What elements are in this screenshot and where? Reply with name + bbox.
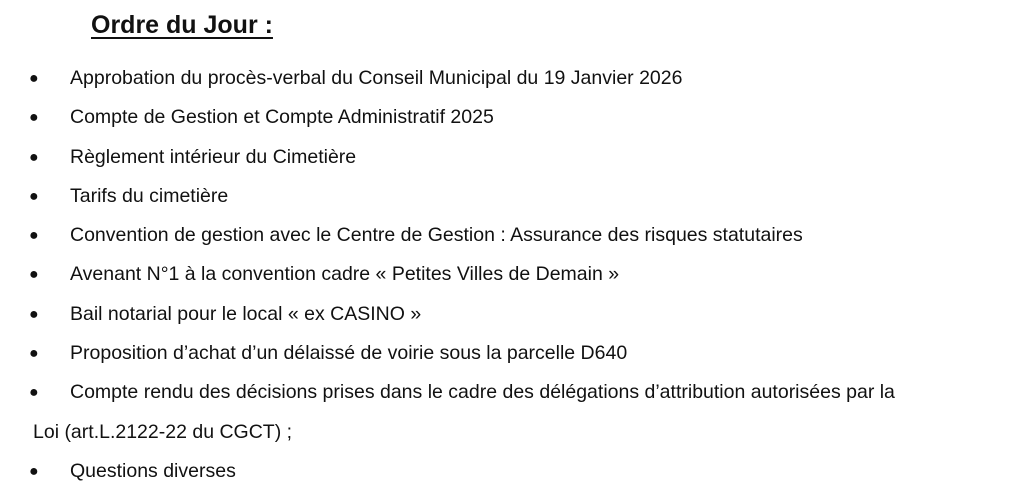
agenda-item <box>0 334 1024 373</box>
bullet-icon: ● <box>29 462 39 480</box>
bullet-icon: ● <box>29 227 39 245</box>
agenda-item-text: Approbation du procès-verbal du Conseil Municipal du 19 Janvier 2026 <box>70 67 683 89</box>
agenda-item-text: Convention de gestion avec le Centre de Gestion : Assurance des risques statutaires <box>70 224 803 247</box>
bullet-icon: ● <box>29 70 39 87</box>
agenda-item <box>0 255 1024 294</box>
bullet-icon: ● <box>29 148 39 166</box>
agenda-item-text: Règlement intérieur du Cimetière <box>70 145 357 168</box>
agenda-item-text: Compte rendu des décisions prises dans le cadre des délégations d’attribution autorisées par la <box>70 381 895 404</box>
agenda-item-text-continuation: Loi (art.L.2122-22 du CGCT) ; <box>33 420 293 443</box>
agenda-item-text: Avenant N°1 à la convention cadre « Petites Villes de Demain » <box>70 263 620 286</box>
bullet-icon: ● <box>29 109 39 127</box>
agenda-item <box>0 59 1024 98</box>
bullet-icon: ● <box>29 187 39 205</box>
agenda-item <box>0 138 1024 177</box>
agenda-item-text: Tarifs du cimetière <box>70 184 229 207</box>
agenda-item <box>0 373 1024 452</box>
agenda-item <box>0 295 1024 334</box>
agenda-item-text: Compte de Gestion et Compte Administratif 2025 <box>70 106 494 129</box>
bullet-icon: ● <box>29 266 39 284</box>
agenda-list <box>0 59 1024 491</box>
agenda-item-text: Questions diverses <box>70 459 236 482</box>
bullet-icon: ● <box>29 345 39 363</box>
bullet-icon: ● <box>29 384 39 402</box>
agenda-item-text: Proposition d’achat d’un délaissé de voirie sous la parcelle D640 <box>70 342 628 365</box>
bullet-icon: ● <box>29 305 39 323</box>
agenda-item <box>0 98 1024 137</box>
agenda-item-text: Bail notarial pour le local « ex CASINO » <box>70 302 422 325</box>
agenda-item <box>0 216 1024 255</box>
agenda-item <box>0 177 1024 216</box>
agenda-title: Ordre du Jour : <box>91 11 273 39</box>
agenda-item <box>0 452 1024 491</box>
